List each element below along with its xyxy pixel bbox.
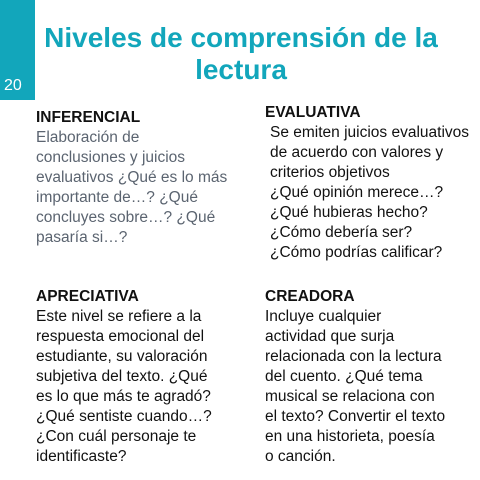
section-body: Se emiten juicios evaluativos de acuerdo con valores y criterios objetivos ¿Qué opinión merece…? ¿Qué hubieras hecho? ¿Cómo debería ser? ¿Cómo podrías calificar?	[270, 124, 470, 261]
section-body: Incluye cualquier actividad que surja relacionada con la lectura del cuento. ¿Qué tema musical se relaciona con el texto? Convertir el texto en una historieta, poesía o canción.	[265, 308, 446, 465]
section-heading: EVALUATIVA	[265, 104, 361, 121]
section-heading: CREADORA	[265, 288, 355, 305]
slide-title: Niveles de comprensión de la lectura	[44, 22, 438, 85]
section-heading: INFERENCIAL	[36, 109, 141, 126]
slide-number: 20	[4, 77, 22, 94]
section-body: Elaboración de conclusiones y juicios evaluativos ¿Qué es lo más importante de…? ¿Qué concluyes sobre…? ¿Qué pasaría si…?	[36, 129, 228, 246]
section-heading: APRECIATIVA	[36, 288, 139, 305]
section-evaluativa	[265, 103, 480, 263]
section-inferencial	[36, 108, 256, 248]
section-creadora	[265, 287, 480, 467]
section-apreciativa	[36, 287, 262, 467]
section-body: Este nivel se refiere a la respuesta emocional del estudiante, su valoración subjetiva del texto. ¿Qué es lo que más te agradó? ¿Qué sentiste cuando…? ¿Con cuál personaje te identificaste?	[36, 308, 212, 465]
